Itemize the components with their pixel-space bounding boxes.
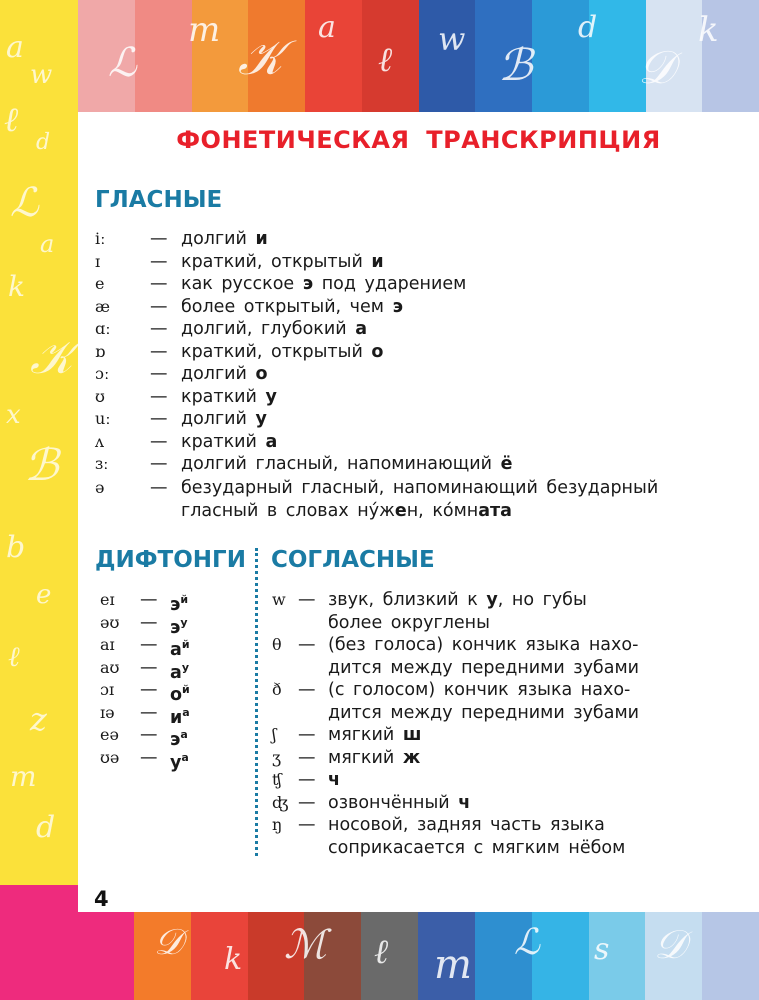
decorative-sidebar: a w ℓ d ℒ a k 𝒦 x ℬ b e ℓ z m d (0, 0, 78, 885)
vowel-description: как русское э под ударением (181, 274, 467, 294)
page-title: ФОНЕТИЧЕСКАЯ ТРАНСКРИПЦИЯ (176, 126, 661, 154)
page-number: 4 (94, 887, 109, 911)
vowel-symbol: e (95, 274, 105, 293)
consonant-symbol: θ (272, 635, 282, 654)
vowel-symbol: ɜː (95, 454, 109, 473)
vowels-heading: ГЛАСНЫЕ (95, 187, 223, 213)
vowel-description: краткий, открытый и (181, 251, 384, 272)
vowel-description: краткий, открытый о (181, 341, 384, 362)
consonant-symbol: ŋ (272, 815, 283, 834)
consonant-dash: — (298, 725, 316, 745)
vowel-symbol: ʌ (95, 431, 105, 451)
vowel-symbol: iː (95, 229, 106, 248)
vowel-symbol: uː (95, 409, 111, 428)
vowel-dash: — (150, 341, 168, 362)
diphthong-dash: — (140, 702, 158, 723)
consonant-description: (с голосом) кончик языка нахо- (328, 680, 631, 700)
diphthong-symbol: əʊ (100, 612, 120, 632)
diphthong-value: $а^й$ (170, 638, 190, 660)
vowel-dash: — (150, 409, 168, 429)
vowel-description: долгий, глубокий а (181, 319, 367, 339)
vowel-symbol: ɒ (95, 341, 106, 361)
vowel-description: краткий у (181, 386, 277, 407)
vowel-dash: — (150, 229, 168, 249)
consonant-description: мягкий ж (328, 747, 421, 768)
vowel-dash: — (150, 478, 168, 498)
consonant-dash: — (298, 815, 316, 835)
vowel-description: краткий а (181, 431, 278, 452)
vowel-dash: — (150, 454, 168, 474)
vowel-dash: — (150, 274, 168, 294)
vowel-dash: — (150, 386, 168, 407)
diphthongs-heading: ДИФТОНГИ (95, 547, 246, 573)
vowel-dash: — (150, 296, 168, 317)
diphthong-dash: — (140, 725, 158, 745)
diphthong-dash: — (140, 612, 158, 633)
diphthong-symbol: aʊ (100, 657, 120, 677)
diphthong-dash: — (140, 635, 158, 655)
decorative-bottom-band: 𝒟 k ℳ ℓ m ℒ s 𝒟 (134, 912, 759, 1000)
diphthong-value: $у^а$ (170, 750, 189, 773)
consonant-symbol: ʃ (272, 725, 277, 744)
vowel-description: более открытый, чем э (181, 296, 403, 317)
vowel-symbol: ɪ (95, 251, 101, 271)
consonant-symbol: ð (272, 680, 282, 699)
vowel-symbol: ʊ (95, 386, 105, 406)
consonant-description: озвончённый ч (328, 792, 471, 813)
consonant-symbol: ʒ (272, 747, 282, 767)
vowel-description: гласный в словах ну́жен, ко́мната (181, 501, 512, 521)
consonant-symbol: w (272, 590, 286, 609)
vowel-dash: — (150, 364, 168, 384)
consonant-description: звук, близкий к у, но губы (328, 590, 587, 610)
column-divider (255, 548, 258, 856)
diphthong-dash: — (140, 747, 158, 768)
consonant-dash: — (298, 747, 316, 768)
diphthong-value: $э^й$ (170, 593, 189, 615)
consonant-dash: — (298, 770, 316, 790)
consonant-description: дится между передними зубами (328, 657, 640, 678)
consonant-dash: — (298, 792, 316, 813)
diphthong-symbol: ʊə (100, 747, 120, 767)
diphthong-value: $и^а$ (170, 705, 190, 728)
consonant-description: дится между передними зубами (328, 702, 640, 723)
vowel-description: долгий о (181, 364, 268, 384)
diphthong-symbol: aɪ (100, 635, 115, 654)
diphthong-symbol: eə (100, 725, 119, 744)
consonant-description: (без голоса) кончик языка нахо- (328, 635, 639, 655)
consonant-dash: — (298, 635, 316, 655)
diphthong-symbol: ɔɪ (100, 680, 115, 699)
diphthong-symbol: ɪə (100, 702, 115, 722)
vowel-symbol: æ (95, 296, 111, 316)
consonant-symbol: ʤ (272, 792, 289, 812)
vowel-description: безударный гласный, напоминающий безударный (181, 478, 659, 498)
vowel-symbol: ə (95, 478, 105, 497)
diphthong-value: $о^й$ (170, 683, 190, 705)
vowel-symbol: ɑː (95, 319, 111, 338)
consonant-description: мягкий ш (328, 725, 422, 745)
consonant-description: носовой, задняя часть языка (328, 815, 605, 835)
vowel-dash: — (150, 431, 168, 452)
consonant-description: ч (328, 770, 341, 790)
consonant-description: более округлены (328, 612, 490, 633)
diphthong-dash: — (140, 590, 158, 610)
diphthong-value: $э^у$ (170, 615, 188, 638)
decorative-top-band: ℒ m 𝒦 a ℓ w ℬ d 𝒟 k (78, 0, 759, 112)
diphthong-dash: — (140, 657, 158, 678)
consonant-dash: — (298, 590, 316, 610)
diphthong-value: $э^а$ (170, 728, 188, 750)
diphthong-symbol: eɪ (100, 590, 115, 609)
consonant-dash: — (298, 680, 316, 700)
vowel-symbol: ɔː (95, 364, 110, 383)
diphthong-value: $а^у$ (170, 660, 189, 683)
vowel-description: долгий и (181, 229, 268, 249)
consonant-symbol: ʧ (272, 770, 282, 789)
vowel-dash: — (150, 319, 168, 339)
consonants-heading: СОГЛАСНЫЕ (271, 547, 435, 573)
vowel-description: долгий у (181, 409, 267, 429)
consonant-description: соприкасается с мягким нёбом (328, 837, 626, 858)
diphthong-dash: — (140, 680, 158, 700)
vowel-description: долгий гласный, напоминающий ё (181, 454, 513, 474)
vowel-dash: — (150, 251, 168, 272)
